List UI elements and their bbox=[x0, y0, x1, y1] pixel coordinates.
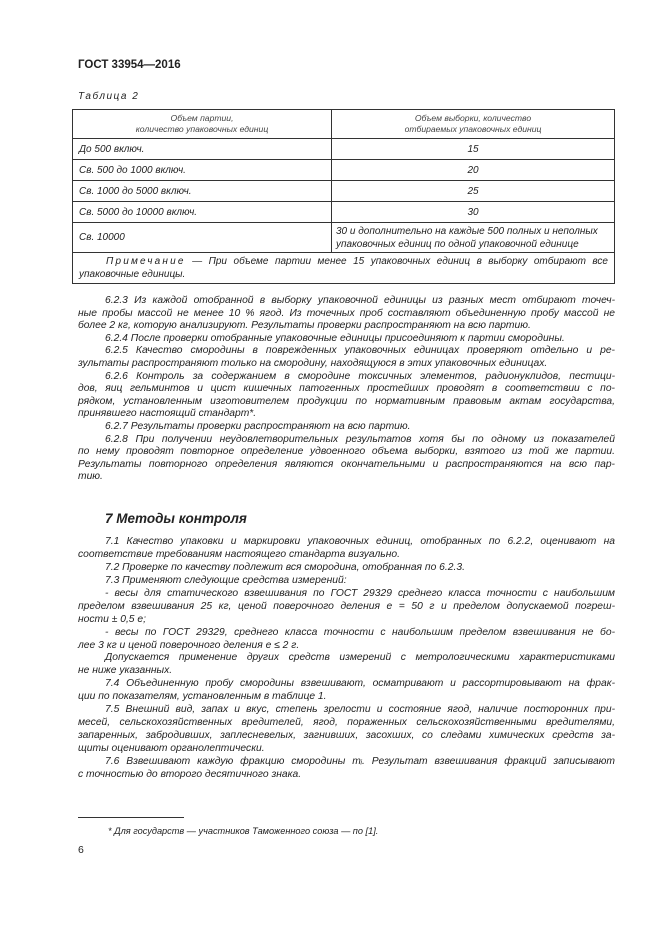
text-line: месей, сельскохозяйственных вредителей, ягод, пораженных сельскохозяйственными вредителями, bbox=[78, 717, 615, 729]
note-text: — При объеме партии менее 15 упаковочных единиц в выборку отбирают все упаковочные единицы. bbox=[79, 256, 608, 280]
text-line: зультаты распространяют только на смородину, находящуюся в этих упаковочных единицах. bbox=[78, 357, 548, 369]
paragraph bbox=[78, 295, 615, 333]
text-line: с точностью до второго десятичного знака. bbox=[78, 768, 302, 780]
section-6-paragraphs bbox=[78, 295, 615, 484]
text-line: по нему проводят повторное определение удвоенного объема выборки, взятого из той же партии. bbox=[78, 446, 615, 458]
footnote-divider bbox=[78, 817, 184, 818]
text-line: пределом взвешивания 25 кг, ценой поверочного деления e = 50 г и пределом допускаемой погреш- bbox=[78, 600, 615, 612]
table-note-row bbox=[73, 253, 615, 284]
text-line: 6.2.5 Качество смородины в поврежденных упаковочных единицах проверяют отдельно и ре- bbox=[105, 345, 615, 357]
text-line: 7.6 Взвешивают каждую фракцию смородины mᵢ. Результат взвешивания фракций записывают bbox=[105, 755, 615, 767]
paragraph bbox=[78, 652, 615, 678]
paragraph bbox=[78, 627, 615, 653]
text-line: 7.4 Объединенную пробу смородины взвешивают, осматривают и рассортировывают на фрак- bbox=[105, 678, 615, 690]
table-row bbox=[73, 181, 615, 202]
lot-size-cell: Св. 10000 bbox=[73, 223, 332, 253]
header-lot-size bbox=[73, 110, 332, 139]
text-line: ности ± 0,5 e; bbox=[78, 613, 146, 625]
header-line: Объем выборки, количество bbox=[414, 113, 532, 123]
text-line: - весы по ГОСТ 29329, среднего класса точности с наибольшим пределом взвешивания не бо- bbox=[105, 626, 615, 638]
text-line: ции по показателям, установленным в таблице 1. bbox=[78, 691, 327, 703]
paragraph bbox=[78, 562, 615, 575]
document-code: ГОСТ 33954—2016 bbox=[78, 59, 181, 71]
footnote: * Для государств — участников Таможенного союза — по [1]. bbox=[108, 826, 379, 836]
note-label: Примечание bbox=[106, 256, 186, 267]
paragraph bbox=[78, 421, 615, 434]
text-line: 6.2.3 Из каждой отобранной в выборку упаковочной единицы из разных мест отбирают точеч- bbox=[105, 295, 615, 306]
text-line: соответствие требованиям настоящего стандарта визуально. bbox=[78, 548, 400, 560]
paragraph bbox=[78, 575, 615, 588]
text-line: тию. bbox=[78, 471, 103, 483]
paragraph bbox=[78, 704, 615, 756]
sample-size-cell: 20 bbox=[332, 160, 615, 181]
text-line: Результаты повторного определения являются окончательными и распространяются на всю пар- bbox=[78, 458, 615, 470]
paragraph bbox=[78, 756, 615, 782]
table-row bbox=[73, 223, 615, 253]
header-line: отбираемых упаковочных единиц bbox=[404, 124, 542, 134]
lot-size-cell: До 500 включ. bbox=[73, 139, 332, 160]
lot-size-cell: Св. 1000 до 5000 включ. bbox=[73, 181, 332, 202]
text-line: 6.2.4 После проверки отобранные упаковочные единицы присоединяют к партии смородины. bbox=[105, 332, 565, 344]
sample-size-cell: 30 и дополнительно на каждые 500 полных и неполных упаковочных единиц по одной упаковочной единице bbox=[332, 223, 615, 253]
header-line: Объем партии, bbox=[170, 113, 234, 123]
paragraph bbox=[78, 333, 615, 346]
text-line: более 2 кг, которую анализируют. Результаты проверки распространяют на всю партию. bbox=[78, 320, 531, 332]
lot-size-cell: Св. 5000 до 10000 включ. bbox=[73, 202, 332, 223]
lot-size-cell: Св. 500 до 1000 включ. bbox=[73, 160, 332, 181]
header-sample-size bbox=[332, 110, 615, 139]
section-7-paragraphs bbox=[78, 536, 615, 782]
sample-size-cell: 30 bbox=[332, 202, 615, 223]
paragraph bbox=[78, 588, 615, 627]
text-line: щиты оценивают органолептически. bbox=[78, 743, 265, 754]
text-line: Допускается применение других средств измерений с метрологическими характеристиками bbox=[105, 652, 615, 664]
text-line: 6.2.8 При получении неудовлетворительных результатов хотя бы по одному из показателей bbox=[105, 433, 615, 445]
sample-size-cell: 25 bbox=[332, 181, 615, 202]
text-line: запаренных, забродивших, заплесневелых, загнивших, засохших, со следами химических средств за- bbox=[78, 730, 615, 742]
table-row bbox=[73, 160, 615, 181]
table-header-row bbox=[73, 110, 615, 139]
table-row bbox=[73, 202, 615, 223]
text-line: дов, яиц гельминтов и цист кишечных патогенных простейших проводят в соответствии с по- bbox=[78, 383, 615, 395]
page-number: 6 bbox=[78, 844, 84, 856]
text-line: 6.2.7 Результаты проверки распространяют на всю партию. bbox=[105, 420, 411, 432]
text-line: 7.5 Внешний вид, запах и вкус, степень зрелости и состояние ягод, наличие посторонних при- bbox=[105, 704, 615, 716]
table-caption: Таблица 2 bbox=[78, 91, 140, 102]
text-line: 7.1 Качество упаковки и маркировки упаковочных единиц, отобранных по 6.2.2, оценивают на bbox=[105, 536, 615, 547]
table-row bbox=[73, 139, 615, 160]
text-line: рядком, установленным изготовителем продукции по нормативным правовым актам государства, bbox=[78, 395, 615, 407]
text-line: 7.3 Применяют следующие средства измерений: bbox=[105, 574, 347, 586]
text-line: не ниже указанных. bbox=[78, 665, 173, 677]
sample-size-table bbox=[72, 109, 615, 284]
paragraph bbox=[78, 678, 615, 704]
table-note bbox=[73, 253, 615, 284]
text-line: 7.2 Проверке по качеству подлежит вся смородина, отобранная по 6.2.3. bbox=[105, 561, 465, 573]
sample-size-cell: 15 bbox=[332, 139, 615, 160]
text-line: - весы для статического взвешивания по ГОСТ 29329 среднего класса точности с наибольшим bbox=[105, 587, 615, 599]
paragraph bbox=[78, 434, 615, 484]
section-7-heading: 7 Методы контроля bbox=[105, 511, 247, 526]
paragraph bbox=[78, 371, 615, 421]
header-line: количество упаковочных единиц bbox=[135, 124, 269, 134]
paragraph bbox=[78, 536, 615, 562]
text-line: принявшего настоящий стандарт*. bbox=[78, 408, 257, 420]
paragraph bbox=[78, 345, 615, 370]
text-line: 6.2.6 Контроль за содержанием в смородине токсичных элементов, радионуклидов, пестици- bbox=[105, 370, 615, 382]
text-line: лее 3 кг и ценой поверочного деления e ≤ 2 г. bbox=[78, 639, 300, 651]
text-line: ные пробы массой не менее 10 % ягод. Из точечных проб составляют объединенную пробу массой не bbox=[78, 307, 615, 319]
